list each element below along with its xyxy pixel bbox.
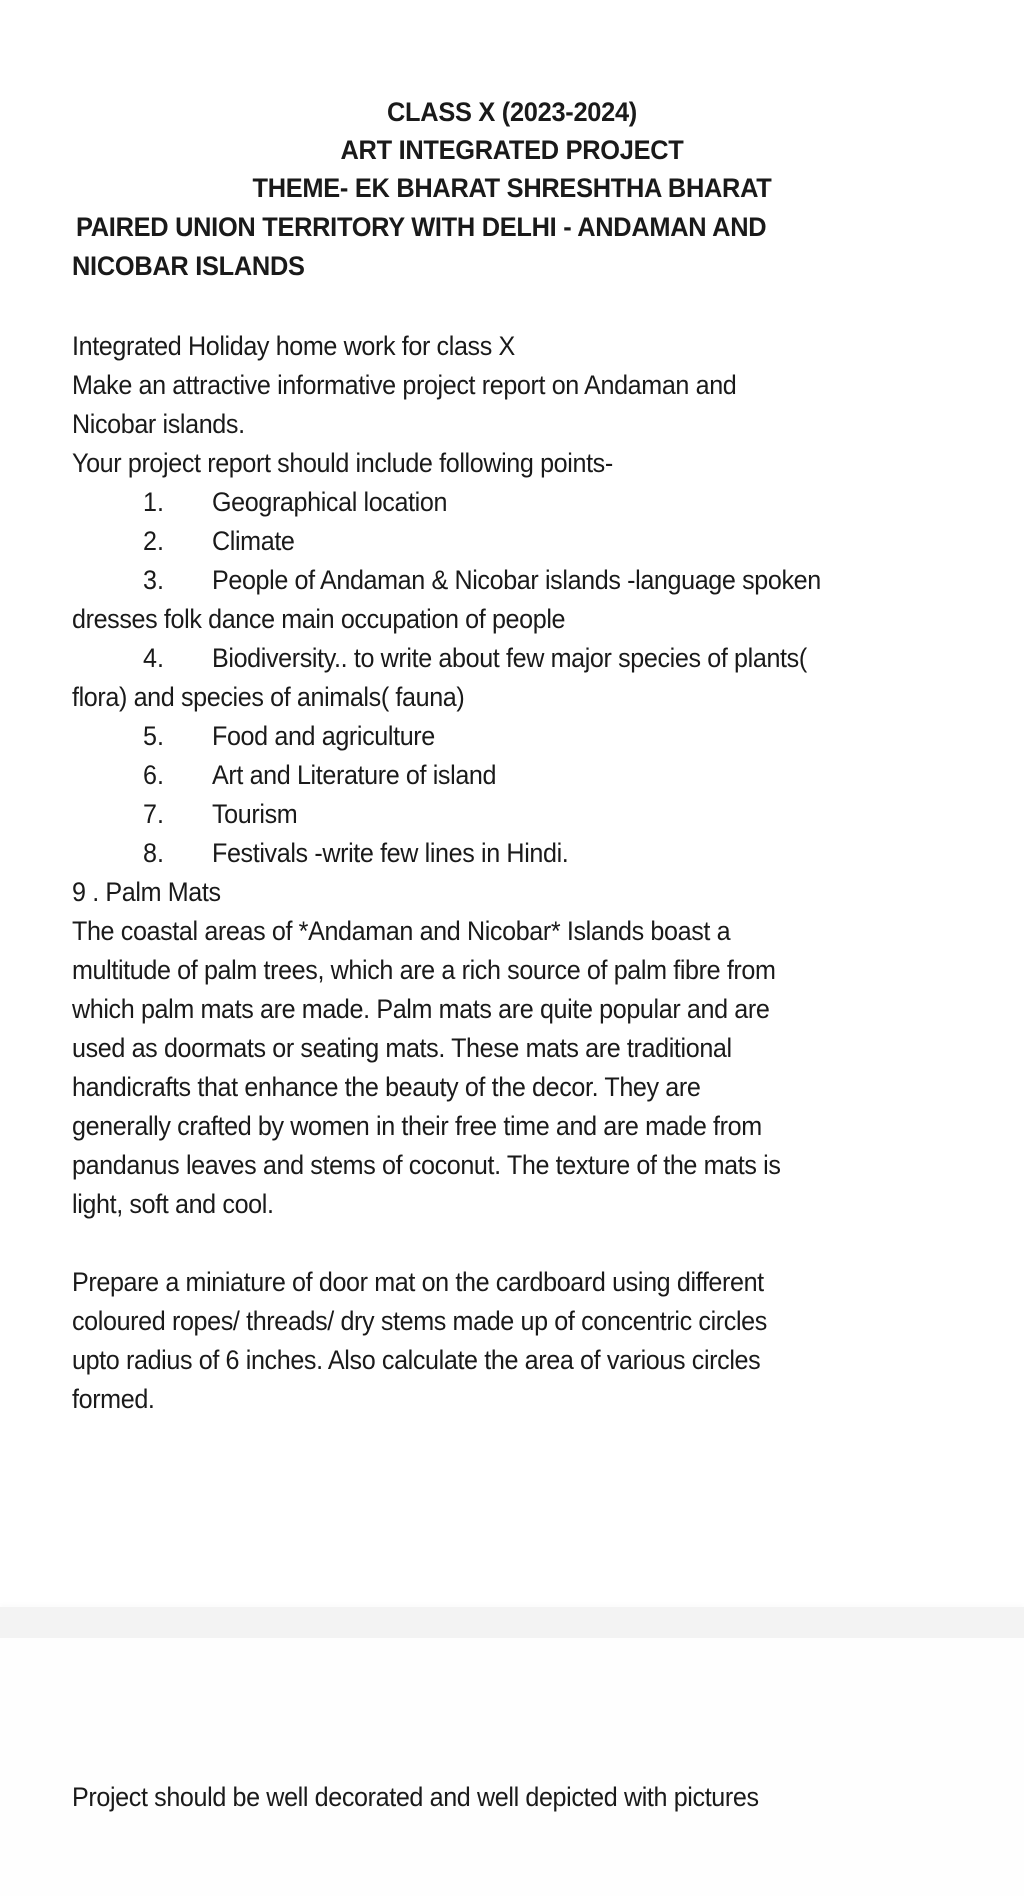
intro-line: Your project report should include following points-: [72, 448, 613, 478]
list-item-continuation: dresses folk dance main occupation of people: [72, 604, 566, 634]
list-item-number: 1.: [143, 487, 164, 517]
paragraph-line: coloured ropes/ threads/ dry stems made up of concentric circles: [72, 1306, 767, 1336]
intro-line: Nicobar islands.: [72, 409, 245, 439]
paragraph-line: which palm mats are made. Palm mats are quite popular and are: [72, 994, 770, 1024]
list-item-text: Biodiversity.. to write about few major species of plants(: [212, 643, 807, 673]
list-item-text: People of Andaman & Nicobar islands -language spoken: [212, 565, 821, 595]
list-item-number: 2.: [143, 526, 164, 556]
paragraph-line: light, soft and cool.: [72, 1189, 274, 1219]
paragraph-line: Prepare a miniature of door mat on the cardboard using different: [72, 1267, 764, 1297]
page-separator: [0, 1607, 1024, 1638]
list-item-text: Festivals -write few lines in Hindi.: [212, 838, 569, 868]
list-item-number: 7.: [143, 799, 164, 829]
paragraph-line: upto radius of 6 inches. Also calculate the area of various circles: [72, 1345, 761, 1375]
paragraph-line: pandanus leaves and stems of coconut. The texture of the mats is: [72, 1150, 781, 1180]
list-item-number: 5.: [143, 721, 164, 751]
paragraph-line: formed.: [72, 1384, 155, 1414]
paragraph-line: The coastal areas of *Andaman and Nicobar* Islands boast a: [72, 916, 731, 946]
paragraph-line: multitude of palm trees, which are a rich source of palm fibre from: [72, 955, 776, 985]
list-item-text: Food and agriculture: [212, 721, 435, 751]
theme-heading: THEME- EK BHARAT SHRESHTHA BHARAT: [252, 173, 772, 203]
list-item-text: Climate: [212, 526, 295, 556]
paragraph-line: used as doormats or seating mats. These mats are traditional: [72, 1033, 732, 1063]
class-heading: CLASS X (2023-2024): [387, 97, 637, 127]
paired-territory-heading-line-2: NICOBAR ISLANDS: [72, 251, 305, 281]
paragraph-line: handicrafts that enhance the beauty of the decor. They are: [72, 1072, 701, 1102]
list-item-text: Tourism: [212, 799, 298, 829]
list-item-text: Art and Literature of island: [212, 760, 497, 790]
intro-line: Integrated Holiday home work for class X: [72, 331, 515, 361]
palm-mats-heading: 9 . Palm Mats: [72, 877, 221, 907]
list-item-number: 4.: [143, 643, 164, 673]
list-item-text: Geographical location: [212, 487, 448, 517]
list-item-number: 6.: [143, 760, 164, 790]
list-item-continuation: flora) and species of animals( fauna): [72, 682, 465, 712]
project-heading: ART INTEGRATED PROJECT: [340, 135, 684, 165]
list-item-number: 8.: [143, 838, 164, 868]
paired-territory-heading-line-1: PAIRED UNION TERRITORY WITH DELHI - ANDAMAN AND: [76, 212, 767, 242]
list-item-number: 3.: [143, 565, 164, 595]
document-page-2: [0, 1638, 1024, 1896]
footer-note: Project should be well decorated and well depicted with pictures: [72, 1782, 759, 1812]
intro-line: Make an attractive informative project report on Andaman and: [72, 370, 737, 400]
paragraph-line: generally crafted by women in their free time and are made from: [72, 1111, 762, 1141]
